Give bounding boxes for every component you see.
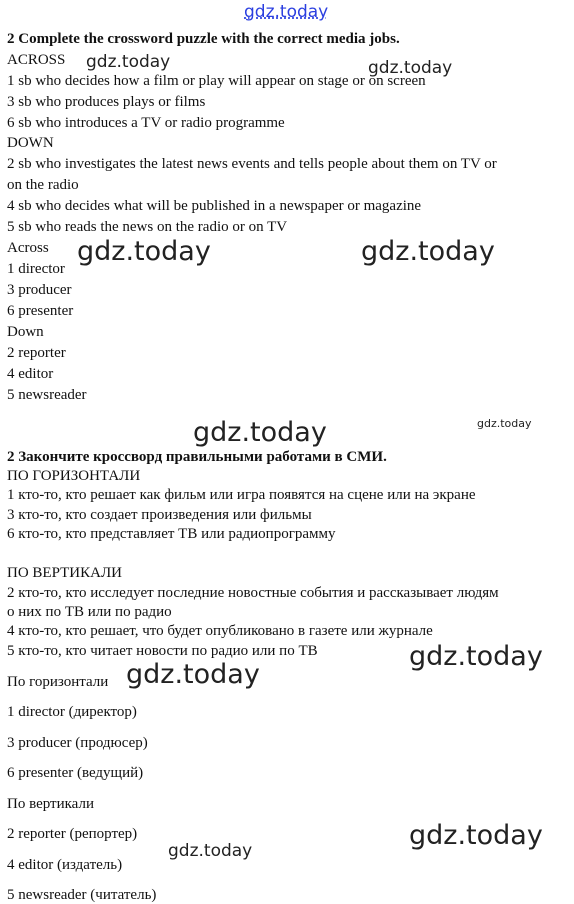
down-heading-ru: ПО ВЕРТИКАЛИ [7,565,122,581]
watermark: gdz.today [193,417,327,448]
down-clue-en-2: 2 sb who investigates the latest news events and tells people about them on TV or [7,156,497,172]
down-clue-ru-5: 5 кто-то, кто читает новости по радио или по ТВ [7,643,318,659]
watermark: gdz.today [477,417,532,430]
answers-down-heading-en: Down [7,324,44,340]
answer-en-2: 2 reporter [7,345,66,361]
watermark: gdz.today [126,659,260,690]
watermark: gdz.today [361,236,495,267]
across-clue-en-1: 1 sb who decides how a film or play will appear on stage or on screen [7,73,426,89]
down-clue-en-4: 4 sb who decides what will be published in a newspaper or magazine [7,198,422,214]
down-clue-ru-4: 4 кто-то, кто решает, что будет опубликовано в газете или журнале [7,623,433,639]
answer-en-3: 3 producer [7,282,72,298]
answer-en-5: 5 newsreader [7,387,87,403]
answer-en-1: 1 director [7,261,65,277]
answer-ru-4: 4 editor (издатель) [7,857,123,873]
answer-ru-2: 2 reporter (репортер) [7,826,138,842]
answers-down-heading-ru: По вертикали [7,796,94,812]
task-title-ru: 2 Закончите кроссворд правильными работами в СМИ. [7,449,387,465]
watermark: gdz.today [409,641,543,672]
down-clue-ru-2-cont: о них по ТВ или по радио [7,604,172,620]
down-clue-en-2-cont: on the radio [7,177,79,193]
watermark: gdz.today [77,236,211,267]
answer-en-6: 6 presenter [7,303,74,319]
answer-ru-3: 3 producer (продюсер) [7,735,148,751]
answer-ru-1: 1 director (директор) [7,704,137,720]
answers-across-heading-en: Across [7,240,49,256]
answer-en-4: 4 editor [7,366,54,382]
across-heading-ru: ПО ГОРИЗОНТАЛИ [7,468,141,484]
across-heading-en: ACROSS [7,52,66,68]
watermark-top: gdz.today [244,2,329,22]
down-clue-en-5: 5 sb who reads the news on the radio or on TV [7,219,288,235]
watermark: gdz.today [409,820,543,851]
answer-ru-6: 6 presenter (ведущий) [7,765,144,781]
answers-across-heading-ru: По горизонтали [7,674,109,690]
across-clue-ru-6: 6 кто-то, кто представляет ТВ или радиопрограмму [7,526,336,542]
watermark: gdz.today [368,58,453,78]
across-clue-ru-1: 1 кто-то, кто решает как фильм или игра появятся на сцене или на экране [7,487,476,503]
down-heading-en: DOWN [7,135,54,151]
across-clue-ru-3: 3 кто-то, кто создает произведения или фильмы [7,507,312,523]
across-clue-en-3: 3 sb who produces plays or films [7,94,206,110]
down-clue-ru-2: 2 кто-то, кто исследует последние новостные события и рассказывает людям [7,585,499,601]
task-title-en: 2 Complete the crossword puzzle with the correct media jobs. [7,31,400,47]
answer-ru-5: 5 newsreader (читатель) [7,887,157,903]
watermark: gdz.today [168,841,253,861]
across-clue-en-6: 6 sb who introduces a TV or radio programme [7,115,285,131]
watermark: gdz.today [86,52,171,72]
